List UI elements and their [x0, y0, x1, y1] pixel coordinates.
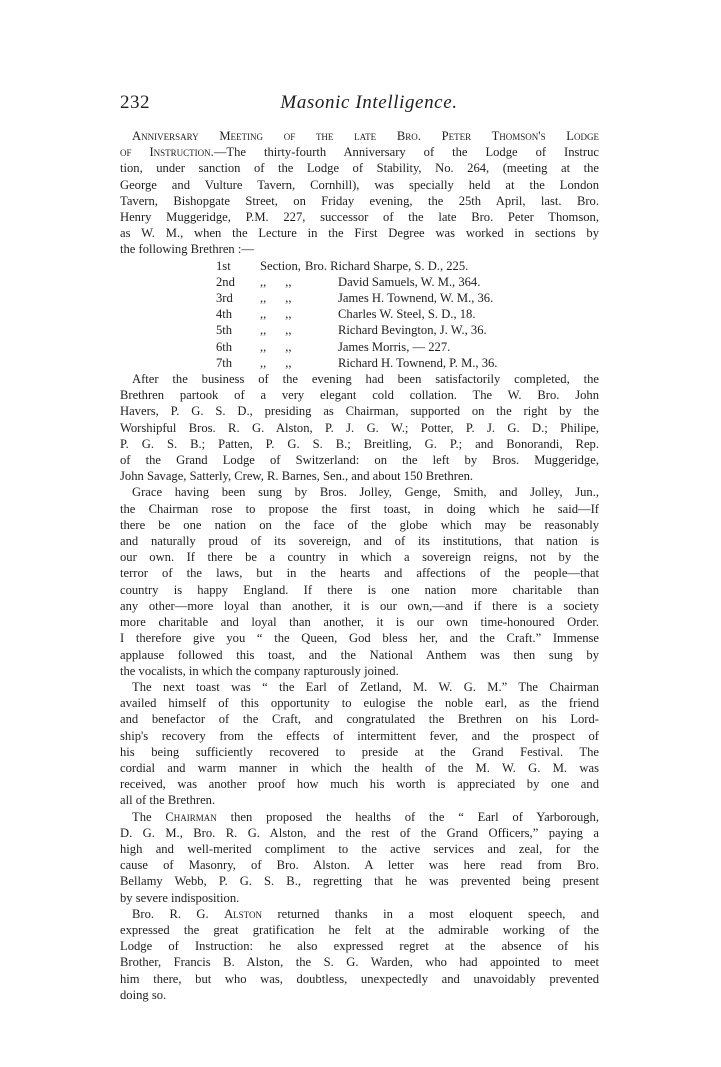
- text-line: Tavern, Bishopgate Street, on Friday evening, the 25th April, last. Bro.: [120, 193, 599, 208]
- text-line: ship's recovery from the effects of intermittent fever, and the prospect of: [120, 728, 599, 743]
- text-line: of Instruction.—The thirty-fourth Anniversary of the Lodge of Instruc: [120, 145, 599, 160]
- text-line: country is happy England. If there is one nation more charitable than: [120, 582, 599, 597]
- text-line: doing so.: [120, 987, 167, 1002]
- article-body: [120, 128, 599, 1003]
- text-line: Brother, Francis B. Alston, the S. G. Warden, who had appointed to meet: [120, 955, 599, 970]
- text-line: him there, but who was, doubtless, unexpectedly and unavoidably prevented: [120, 971, 599, 986]
- section-row: [216, 322, 599, 338]
- text-line: there be one nation on the face of the globe which may be reasonably: [120, 517, 599, 532]
- section-ordinal: 2nd: [216, 274, 235, 289]
- section-ordinal: 1st: [216, 258, 231, 273]
- section-ditto: ,, ,,: [260, 339, 292, 354]
- paragraph-2: [120, 371, 599, 484]
- section-ditto: ,, ,,: [260, 355, 292, 370]
- section-ordinal: 6th: [216, 339, 233, 354]
- section-ditto: ,, ,,: [260, 307, 292, 322]
- text-line: The Chairman then proposed the healths of the “ Earl of Yarborough,: [132, 809, 599, 824]
- section-ditto: ,, ,,: [260, 291, 292, 306]
- text-line: expressed the great gratification he felt at the admirable working of the: [120, 922, 599, 937]
- paragraph-6: [120, 906, 599, 1003]
- section-brother: Charles W. Steel, S. D., 18.: [338, 307, 476, 322]
- section-row: [216, 290, 599, 306]
- text-line: D. G. M., Bro. R. G. Alston, and the rest of the Grand Officers,” paying a: [120, 825, 599, 840]
- text-line: Bellamy Webb, P. G. S. B., regretting that he was prevented being present: [120, 874, 599, 889]
- text-line: the following Brethren :—: [120, 242, 254, 257]
- text-line: Brethren partook of a very elegant cold collation. The W. Bro. John: [120, 388, 599, 403]
- text-line: cordial and warm manner in which the health of the M. W. G. M. was: [120, 760, 599, 775]
- text-line: by severe indisposition.: [120, 890, 240, 905]
- section-row: [216, 339, 599, 355]
- text-line: I therefore give you “ the Queen, God bless her, and the Craft.” Immense: [120, 631, 599, 646]
- text-line: Havers, P. G. S. D., presiding as Chairman, supported on the right by the: [120, 404, 599, 419]
- text-line: availed himself of this opportunity to eulogise the noble earl, as the friend: [120, 696, 599, 711]
- section-brother: David Samuels, W. M., 364.: [338, 274, 481, 289]
- paragraph-3: [120, 484, 599, 678]
- text-line: tion, under sanction of the Lodge of Stability, No. 264, (meeting at the: [120, 161, 599, 176]
- text-line: John Savage, Satterly, Crew, R. Barnes, Sen., and about 150 Brethren.: [120, 469, 474, 484]
- text-line: Grace having been sung by Bros. Jolley, Genge, Smith, and Jolley, Jun.,: [132, 485, 599, 500]
- text-line: his being sufficiently recovered to preside at the Grand Festival. The: [120, 744, 599, 759]
- text-line: received, was another proof how much his worth is appreciated by one and: [120, 777, 599, 792]
- text-line: the Chairman rose to propose the first toast, in doing which he said—If: [120, 501, 599, 516]
- text-line: the vocalists, in which the company rapturously joined.: [120, 663, 399, 678]
- section-brother: Bro. Richard Sharpe, S. D., 225.: [304, 258, 469, 273]
- section-ordinal: 4th: [216, 307, 233, 322]
- text-line: all of the Brethren.: [120, 793, 216, 808]
- text-line: applause followed this toast, and the National Anthem was then sung by: [120, 647, 599, 662]
- text-line: more charitable and loyal than another, it is our own time-honoured Order.: [120, 615, 599, 630]
- section-ditto: ,, ,,: [260, 323, 292, 338]
- section-row: [216, 258, 599, 274]
- section-ordinal: 7th: [216, 355, 233, 370]
- text-line: George and Vulture Tavern, Cornhill), was specially held at the London: [120, 177, 599, 192]
- text-line: and benefactor of the Craft, and congratulated the Brethren on his Lord-: [120, 712, 599, 727]
- chairman-smallcaps: Chairman: [165, 809, 217, 824]
- section-row: [216, 355, 599, 371]
- paragraph-4: [120, 679, 599, 809]
- text-line: our own. If there be a country in which a sovereign reigns, not by the: [120, 550, 599, 565]
- section-ordinal: 5th: [216, 323, 233, 338]
- section-row: [216, 306, 599, 322]
- text-line: The next toast was “ the Earl of Zetland, M. W. G. M.” The Chairman: [132, 679, 599, 694]
- page-number: 232: [120, 92, 150, 113]
- text-line: high and well-merited compliment to the active services and zeal, for the: [120, 841, 599, 856]
- article-heading-line: [120, 128, 599, 144]
- section-brother: Richard H. Townend, P. M., 36.: [338, 355, 498, 370]
- section-row: [216, 274, 599, 290]
- page-header: [120, 92, 618, 120]
- running-title: Masonic Intelligence.: [280, 92, 458, 113]
- section-ditto: Section,: [260, 258, 301, 273]
- text-line: After the business of the evening had been satisfactorily completed, the: [132, 372, 599, 387]
- section-brother: James H. Townend, W. M., 36.: [338, 291, 494, 306]
- section-brother: Richard Bevington, J. W., 36.: [338, 323, 487, 338]
- text-line: P. G. S. B.; Patten, P. G. S. B.; Breitling, G. P.; and Bonorandi, Rep.: [120, 436, 599, 451]
- text-line: terror of the laws, but in the hearts and affections of the people—that: [120, 566, 599, 581]
- text-line: any other—more loyal than another, it is our own,—and if there is a society: [120, 598, 599, 613]
- section-ordinal: 3rd: [216, 291, 233, 306]
- section-brother: James Morris, — 227.: [338, 339, 451, 354]
- alston-smallcaps: Alston: [224, 906, 263, 921]
- paragraph-5: [120, 809, 599, 906]
- text-line: Lodge of Instruction: he also expressed regret at the absence of his: [120, 939, 599, 954]
- text-line: and naturally proud of its sovereign, and of its institutions, that nation is: [120, 534, 599, 549]
- text-line: Bro. R. G. Alston returned thanks in a most eloquent speech, and: [132, 906, 599, 921]
- text-line: Worshipful Bros. R. G. Alston, P. J. G. W.; Potter, P. J. G. D.; Philipe,: [120, 420, 599, 435]
- section-list: [216, 258, 599, 371]
- article-heading: Anniversary Meeting of the late Bro. Peter Thomson's Lodge: [132, 129, 599, 143]
- paragraph-1: [120, 128, 599, 258]
- section-ditto: ,, ,,: [260, 274, 292, 289]
- text-line: of the Grand Lodge of Switzerland: on the left by Bros. Muggeridge,: [120, 453, 599, 468]
- text-line: as W. M., when the Lecture in the First Degree was worked in sections by: [120, 226, 599, 241]
- text-line: Henry Muggeridge, P.M. 227, successor of the late Bro. Peter Thomson,: [120, 210, 599, 225]
- text-line: cause of Masonry, of Bro. Alston. A letter was here read from Bro.: [120, 858, 599, 873]
